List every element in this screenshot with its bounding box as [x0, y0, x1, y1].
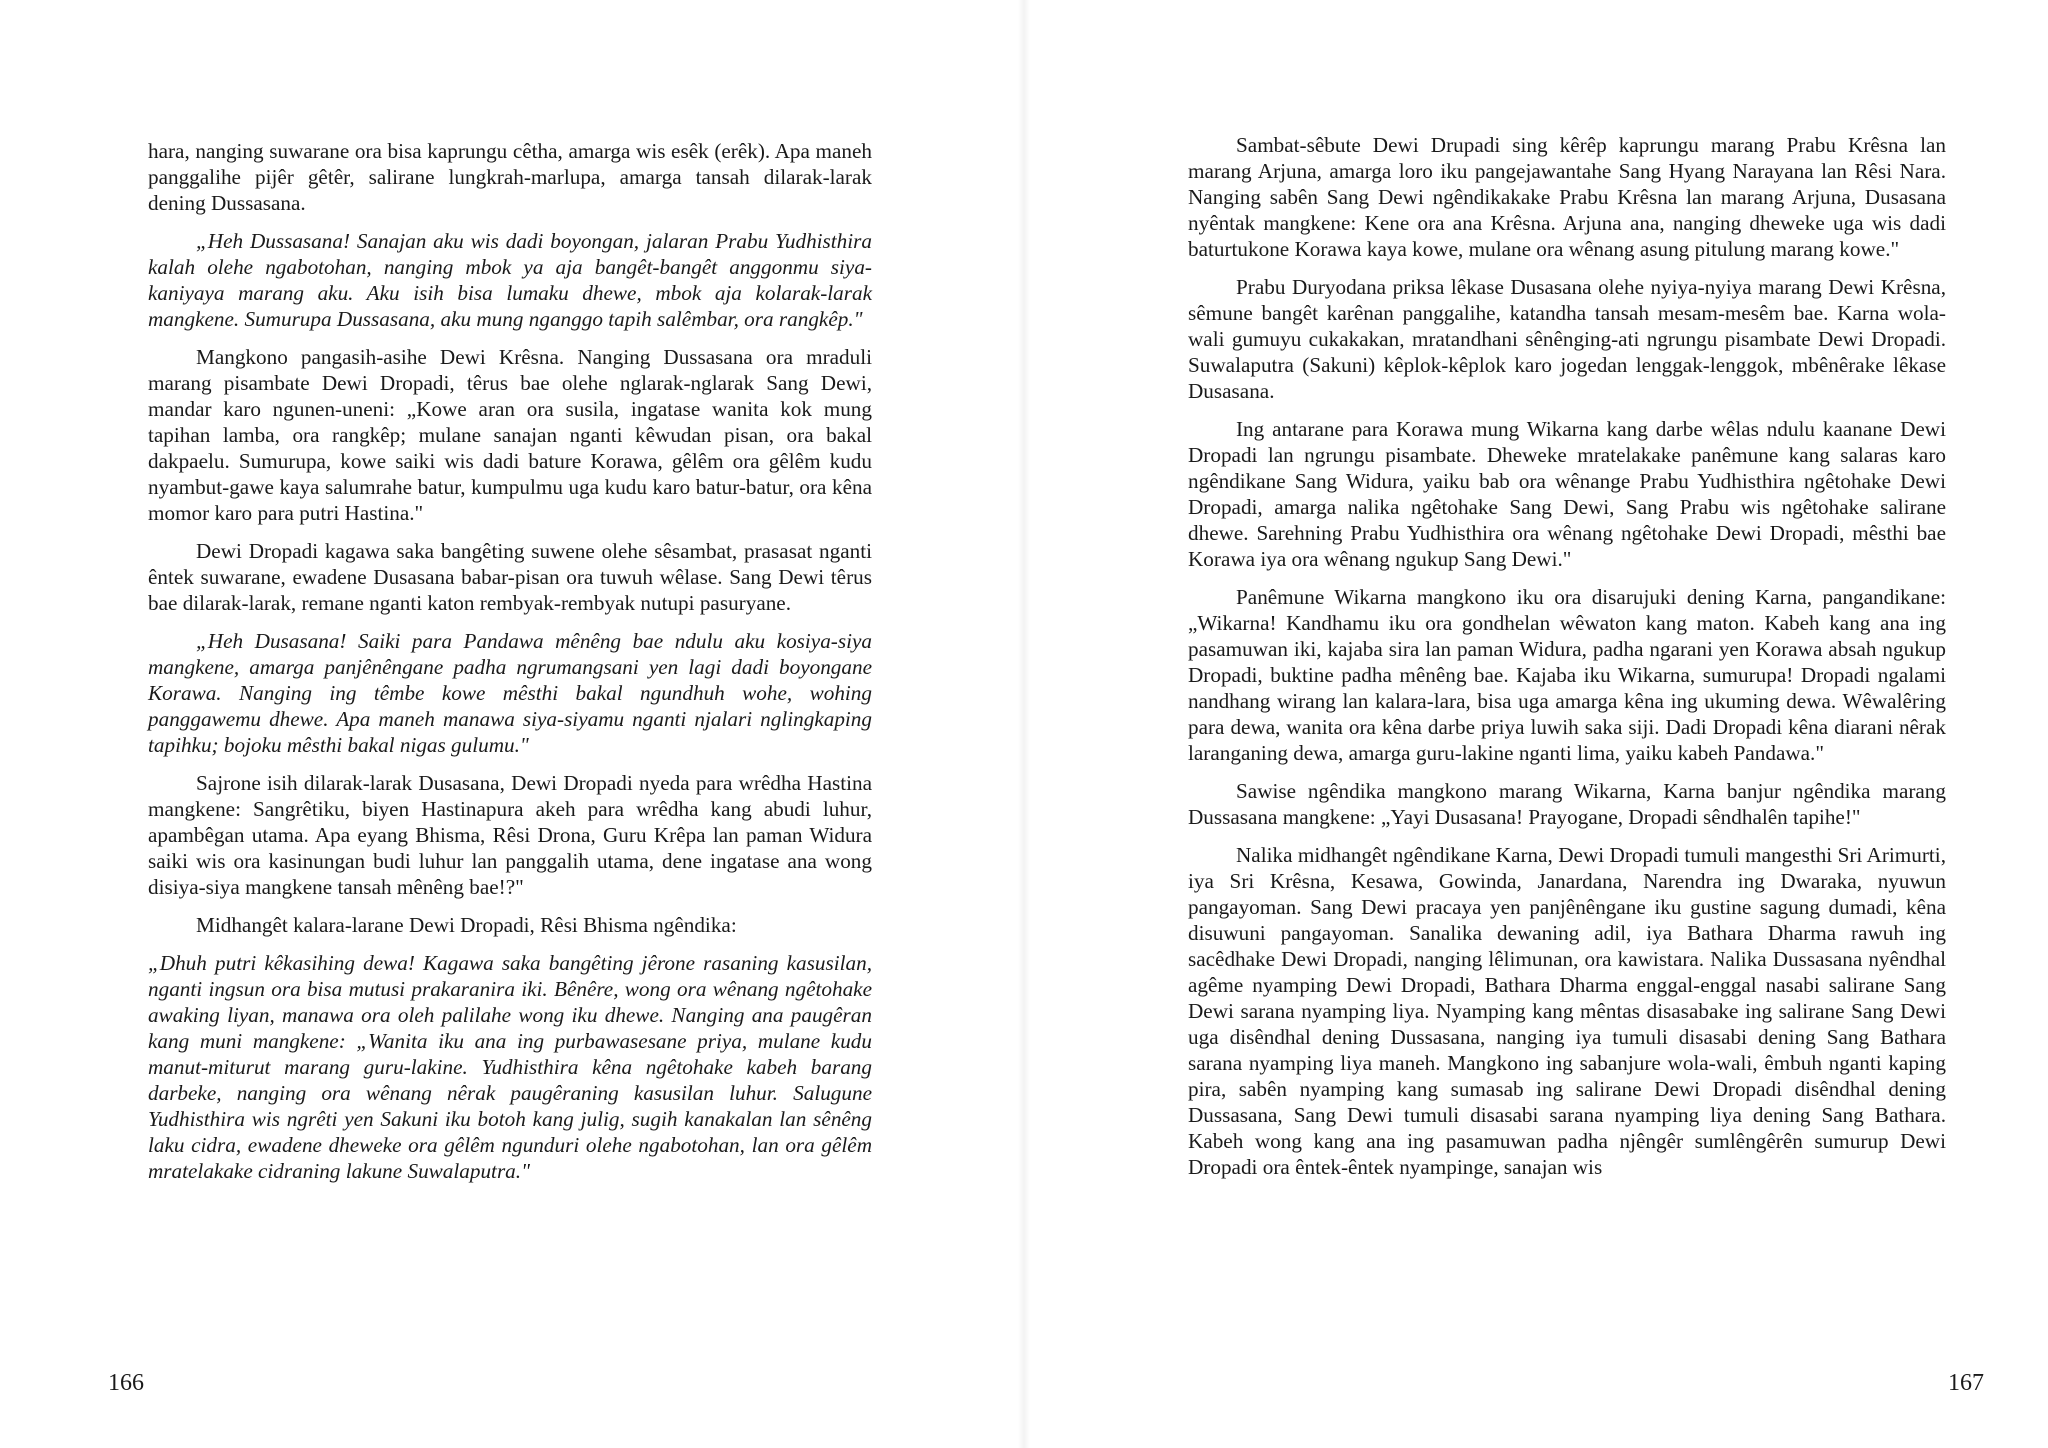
paragraph: Mangkono pangasih-asihe Dewi Krêsna. Nanging Dussasana ora mraduli marang pisambate Dewi Dropadi, têrus bae olehe nglarak-nglarak Sang Dewi, mandar karo ngunen-uneni: „Kowe aran ora susila, ingatase wanita kok mung tapihan lamba, ora rangkêp; mulane sanajan nganti kêwudan pisan, ora bakal dakpaelu. Sumurupa, kowe saiki wis dadi bature Korawa, gêlêm ora gêlêm kudu nyambut-gawe kaya salumrahe batur, kumpulmu uga kudu karo batur-batur, ora kêna momor karo para putri Hastina." [148, 345, 872, 525]
paragraph: Sambat-sêbute Dewi Drupadi sing kêrêp kaprungu marang Prabu Krêsna lan marang Arjuna, amarga loro iku pangejawantahe Sang Hyang Narayana lan Rêsi Nara. Nanging sabên Sang Dewi ngêndikakake Prabu Krêsna lan marang Arjuna, Dusasana nyêntak mangkene: Kene ora ana Krêsna. Arjuna ana, nanging dheweke uga wis dadi baturtukone Korawa kaya kowe, mulane ora wênang asung pitulung marang kowe." [1188, 133, 1946, 261]
page-number: 166 [108, 1370, 144, 1396]
paragraph-quote: „Heh Dussasana! Sanajan aku wis dadi boyongan, jalaran Prabu Yudhisthira kalah olehe ngabotohan, nanging mbok ya aja bangêt-bangêt anggonmu siya-kaniyaya marang aku. Aku isih bisa lumaku dhewe, mbok aja kolarak-larak mangkene. Sumurupa Dussasana, aku mung nganggo tapih salêmbar, ora rangkêp." [148, 229, 872, 331]
left-text-block [148, 138, 872, 1196]
paragraph-quote: „Heh Dusasana! Saiki para Pandawa mênêng bae ndulu aku kosiya-siya mangkene, amarga panjênêngane padha ngrumangsani yen lagi dadi boyongane Korawa. Nanging ing têmbe kowe mêsthi bakal ngundhuh wohe, wohing panggawemu dhewe. Apa maneh manawa siya-siyamu nganti njalari nglingkaping tapihku; bojoku mêsthi bakal nigas gulumu." [148, 629, 872, 757]
paragraph: Prabu Duryodana priksa lêkase Dusasana olehe nyiya-nyiya marang Dewi Krêsna, sêmune bangêt karênan panggalihe, katandha tansah mesam-mesêm bae. Karna wola-wali gumuyu cukakakan, mratandhani sênênging-ati ngrungu pisambate Dewi Dropadi. Suwalaputra (Sakuni) kêplok-kêplok karo jogedan lenggak-lenggok, mbênêrake lêkase Dusasana. [1188, 275, 1946, 403]
right-text-block [1188, 132, 1946, 1192]
paragraph: Panêmune Wikarna mangkono iku ora disarujuki dening Karna, pangandikane: „Wikarna! Kandhamu iku ora gondhelan wêwaton kang maton. Kabeh kang ana ing pasamuwan iki, kajaba sira lan paman Widura, padha ngarani yen Korawa absah ngukup Dropadi, buktine padha mênêng bae. Kajaba iku Wikarna, sumurupa! Dropadi ngalami nandhang wirang lan kalara-lara, bisa uga amarga kêna ing ukuming dewa. Wêwalêring para dewa, wanita ora kêna darbe priya luwih saka siji. Dadi Dropadi kêna diarani nêrak laranganing dewa, amarga guru-lakine nganti lima, yaiku kabeh Pandawa." [1188, 585, 1946, 765]
paragraph: Ing antarane para Korawa mung Wikarna kang darbe wêlas ndulu kaanane Dewi Dropadi lan ngrungu pisambate. Dheweke mratelakake panêmune kang salaras karo ngêndikane Sang Widura, yaiku bab ora wênange Prabu Yudhisthira ngêtohake Dewi Dropadi, amarga nalika ngêtohake Sang Dewi, Sang Prabu wis ngêtohake salirane dhewe. Sarehning Prabu Yudhisthira ora wênang ngêtohake Dewi Dropadi, mêsthi bae Korawa iya ora wênang ngukup Sang Dewi." [1188, 417, 1946, 571]
paragraph: Sajrone isih dilarak-larak Dusasana, Dewi Dropadi nyeda para wrêdha Hastina mangkene: Sangrêtiku, biyen Hastinapura akeh para wrêdha kang abudi luhur, apambêgan utama. Apa eyang Bhisma, Rêsi Drona, Guru Krêpa lan paman Widura saiki wis ora kasinungan budi luhur lan panggalih utama, dene ingatase ana wong disiya-siya mangkene tansah mênêng bae!?" [148, 771, 872, 899]
right-page [1024, 0, 2048, 1448]
paragraph: Dewi Dropadi kagawa saka bangêting suwene olehe sêsambat, prasasat nganti êntek suwarane, ewadene Dusasana babar-pisan ora tuwuh wêlase. Sang Dewi têrus bae dilarak-larak, remane nganti katon rembyak-rembyak nutupi pasuryane. [148, 539, 872, 615]
paragraph-quote: „Dhuh putri kêkasihing dewa! Kagawa saka bangêting jêrone rasaning kasusilan, nganti ingsun ora bisa mutusi prakaranira iki. Bênêre, wong ora wênang ngêtohake awaking liyan, manawa ora oleh palilahe wong iku dhewe. Nanging ana paugêran kang muni mangkene: „Wanita iku ana ing purbawasesane priya, mulane kudu manut-miturut marang guru-lakine. Yudhisthira kêna ngêtohake kabeh barang darbeke, nanging ora wênang nêrak paugêraning kasusilan luhur. Salugune Yudhisthira wis ngrêti yen Sakuni iku botoh kang julig, sugih kanakalan lan sênêng laku cidra, ewadene dheweke ora gêlêm ngunduri olehe ngabotohan, lan ora gêlêm mratelakake cidraning lakune Suwalaputra." [148, 951, 872, 1183]
page-number: 167 [1948, 1370, 1984, 1396]
paragraph: Sawise ngêndika mangkono marang Wikarna, Karna banjur ngêndika marang Dussasana mangkene: „Yayi Dusasana! Prayogane, Dropadi sêndhalên tapihe!" [1188, 779, 1946, 829]
paragraph: hara, nanging suwarane ora bisa kaprungu cêtha, amarga wis esêk (erêk). Apa maneh panggalihe pijêr gêtêr, salirane lungkrah-marlupa, amarga tansah dilarak-larak dening Dussasana. [148, 139, 872, 215]
paragraph: Midhangêt kalara-larane Dewi Dropadi, Rêsi Bhisma ngêndika: [196, 913, 737, 937]
paragraph: Nalika midhangêt ngêndikane Karna, Dewi Dropadi tumuli mangesthi Sri Arimurti, iya Sri Krêsna, Kesawa, Gowinda, Janardana, Narendra ing Dwaraka, nyuwun pangayoman. Sang Dewi pracaya yen panjênêngane iku gustine sagung dumadi, kêna disuwuni pangayoman. Sanalika dewaning adil, iya Bathara Dharma rawuh ing sacêdhake Dewi Dropadi, nanging lêlimunan, ora kawistara. Nalika Dussasana nyêndhal agême nyamping Dewi Dropadi, Bathara Dharma enggal-enggal nasabi salirane Sang Dewi sarana nyamping liya. Nyamping kang mêntas disasabake ing salirane Sang Dewi uga disêndhal dening Dussasana, nanging iya tumuli disasabi dening Sang Bathara sarana nyamping liya maneh. Mangkono ing sabanjure wola-wali, êmbuh nganti kaping pira, sabên nyamping kang sumasab ing salirane Dewi Dropadi disêndhal dening Dussasana, Sang Dewi tumuli disasabi sarana nyamping liya dening Sang Bathara. Kabeh wong kang ana ing pasamuwan padha njêngêr sumlêngêrên sumurup Dewi Dropadi ora êntek-êntek nyampinge, sanajan wis [1188, 843, 1946, 1179]
